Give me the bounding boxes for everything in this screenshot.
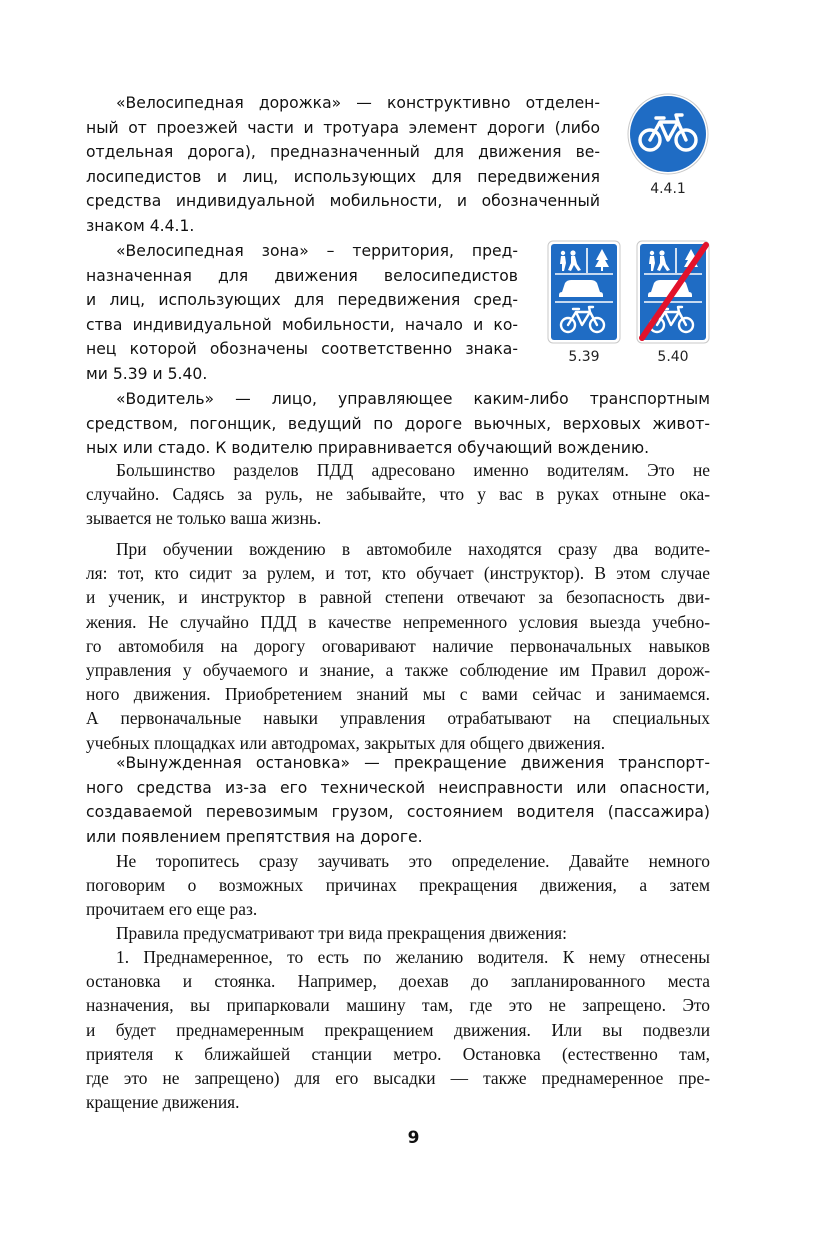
text-line: «Велосипедная зона» – территория, пред- — [116, 242, 518, 260]
text-line: отдельная дорога), предназначенный для движения ве- — [86, 143, 600, 162]
text-line: прочитаем его еще раз. — [86, 899, 258, 920]
text-line: и ученик, и инструктор в равной степени отвечают за безопасность дви- — [86, 587, 710, 608]
text-line: Правила предусматривают три вида прекращения движения: — [116, 923, 567, 943]
bicycle-path-sign-icon — [626, 92, 710, 176]
text-line: и будет преднамеренным прекращением движения. Или вы подвезли — [86, 1019, 710, 1040]
text-line: 1. Преднамеренное, то есть по желанию водителя. К нему отнесены — [116, 947, 710, 967]
text-line: ля: тот, кто сидит за рулем, и тот, кто обучает (инструктор). В этом случае — [86, 563, 710, 584]
text-line: нец которой обозначены соответственно знака- — [86, 340, 518, 359]
text-line: учебных площадках или автодромах, закрытых для общего движения. — [86, 732, 606, 753]
text-line: приятеля к ближайшей станции метро. Остановка (естественно там, — [86, 1043, 710, 1064]
text-line: зывается не только ваша жизнь. — [86, 508, 322, 529]
text-line: средством, погонщик, ведущий по дороге вьючных, верховых живот- — [86, 414, 710, 433]
text-line: знаком 4.4.1. — [86, 216, 195, 235]
text-line: средства индивидуальной мобильности, и обозначенный — [86, 192, 600, 211]
text-line: кращение движения. — [86, 1092, 240, 1113]
text-line: управления у обучаемого и знание, а также соблюдение им Правил дорож- — [86, 660, 710, 681]
text-line: остановка и стоянка. Например, доехав до запланированного места — [86, 971, 710, 992]
paragraph — [86, 945, 710, 1114]
text-line: создаваемой перевозимым грузом, состоянием водителя (пассажира) — [86, 803, 710, 822]
sign-caption-539: 5.39 — [568, 349, 600, 365]
definition-bike-zone — [86, 239, 518, 387]
text-line: «Вынужденная остановка» — прекращение движения транспорт- — [116, 754, 710, 772]
text-line: При обучении вождению в автомобиле находятся сразу два водите- — [116, 539, 710, 559]
paragraph — [86, 921, 710, 945]
text-line: поговорим о возможных причинах прекращения движения, а затем — [86, 875, 710, 896]
text-line: «Велосипедная дорожка» — конструктивно отделен- — [116, 94, 600, 112]
text-line: ных или стадо. К водителю приравнивается обучающий вождению. — [86, 439, 650, 458]
definition-driver — [86, 387, 710, 461]
paragraph — [86, 458, 710, 531]
page-number: 9 — [407, 1128, 420, 1148]
text-line: и лиц, использующих для передвижения сред- — [86, 291, 518, 310]
text-line: А первоначальные навыки управления отрабатывают на специальных — [86, 708, 710, 729]
text-line: го автомобиля на дорогу оговаривают наличие первоначальных навыков — [86, 635, 710, 656]
text-line: ного движения. Приобретением знаний мы с вами сейчас и занимаемся. — [86, 684, 710, 705]
text-line: Не торопитесь сразу заучивать это определение. Давайте немного — [116, 851, 710, 871]
paragraph — [86, 849, 710, 922]
text-line: ми 5.39 и 5.40. — [86, 364, 208, 383]
text-line: Большинство разделов ПДД адресовано именно водителям. Это не — [116, 460, 710, 480]
sign-caption-540: 5.40 — [657, 349, 689, 365]
text-line: жения. Не случайно ПДД в качестве непременного условия выезда учебно- — [86, 611, 710, 632]
text-line: ства индивидуальной мобильности, начало и ко- — [86, 315, 518, 334]
bicycle-zone-end-sign-icon — [636, 240, 710, 344]
bicycle-zone-start-sign-icon — [547, 240, 621, 344]
text-line: «Водитель» — лицо, управляющее каким-либо транспортным — [116, 390, 710, 408]
definition-forced-stop — [86, 751, 710, 849]
text-line: или появлением препятствия на дороге. — [86, 827, 423, 846]
text-line: назначенная для движения велосипедистов — [86, 266, 518, 285]
text-line: случайно. Садясь за руль, не забывайте, что у вас в руках отныне ока- — [86, 484, 710, 505]
sign-caption-441: 4.4.1 — [650, 181, 686, 197]
text-line: где это не запрещено) для его высадки — также преднамеренное пре- — [86, 1068, 710, 1089]
paragraph — [86, 537, 710, 755]
text-line: назначения, вы припарковали машину там, где это не запрещено. Это — [86, 995, 710, 1016]
definition-bike-path — [86, 91, 600, 239]
text-line: лосипедистов и лиц, использующих для передвижения — [86, 167, 600, 186]
text-line: ный от проезжей части и тротуара элемент дороги (либо — [86, 118, 600, 137]
text-line: ного средства из-за его технической неисправности или опасности, — [86, 778, 710, 797]
